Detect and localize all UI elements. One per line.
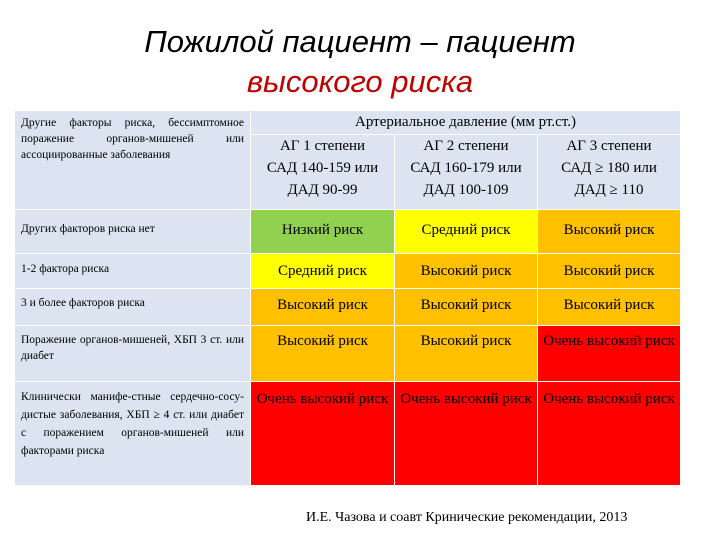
column-header-line: ДАД 90-99 [287,182,358,198]
row-label: 3 и более факторов риска [15,289,251,326]
table-row [15,254,681,289]
row-label: Поражение органов-мишеней, ХБП 3 ст. или диабет [15,326,251,382]
risk-cell: Высокий риск [538,289,681,326]
risk-cell: Высокий риск [538,210,681,254]
row-label: Других факторов риска нет [15,210,251,254]
column-header-ag1 [251,135,395,210]
pressure-group-header-text: Артериальное давление (мм рт.ст.) [355,114,576,130]
column-header-line: АГ 1 степени [279,138,366,154]
corner-label-cell [15,111,251,210]
table-row [15,326,681,382]
column-header-line: АГ 2 степени [423,138,509,154]
risk-cell: Высокий риск [395,289,538,326]
risk-cell: Высокий риск [251,326,395,382]
risk-cell: Высокий риск [395,326,538,382]
corner-label: Другие факторы риска, бессимптомное поражение органов-мишеней или ассоциированные заболевания [21,117,244,161]
slide-title-line1: Пожилой пациент – пациент [144,24,576,59]
slide-title [0,22,720,102]
risk-cell: Очень высокий риск [251,382,395,486]
row-label: 1-2 фактора риска [15,254,251,289]
citation: И.Е. Чазова и соавт Кринические рекомендации, 2013 [306,510,628,525]
risk-cell: Очень высокий риск [395,382,538,486]
column-header-line: САД 160-179 или [410,160,522,176]
column-header-line: САД ≥ 180 или [561,160,657,176]
table-row [15,210,681,254]
risk-cell: Очень высокий риск [538,382,681,486]
risk-cell: Низкий риск [251,210,395,254]
risk-cell: Очень высокий риск [538,326,681,382]
table-row [15,382,681,486]
column-header-ag2 [395,135,538,210]
risk-stratification-table [14,110,681,486]
risk-cell: Средний риск [395,210,538,254]
risk-cell: Высокий риск [538,254,681,289]
column-header-line: САД 140-159 или [266,160,379,176]
table-row [15,289,681,326]
column-header-line: ДАД 100-109 [423,182,509,198]
risk-cell: Высокий риск [395,254,538,289]
column-header-ag3 [538,135,681,210]
risk-cell: Высокий риск [251,289,395,326]
row-label: Клинически манифе-стные сердечно-сосу-дистые заболевания, ХБП ≥ 4 ст. или диабет с поражением органов-мишеней или факторами риска [15,382,251,486]
risk-cell: Средний риск [251,254,395,289]
slide-title-line2: высокого риска [246,64,474,99]
column-header-line: АГ 3 степени [566,138,652,154]
column-header-line: ДАД ≥ 110 [574,182,644,198]
pressure-group-header [251,111,681,135]
